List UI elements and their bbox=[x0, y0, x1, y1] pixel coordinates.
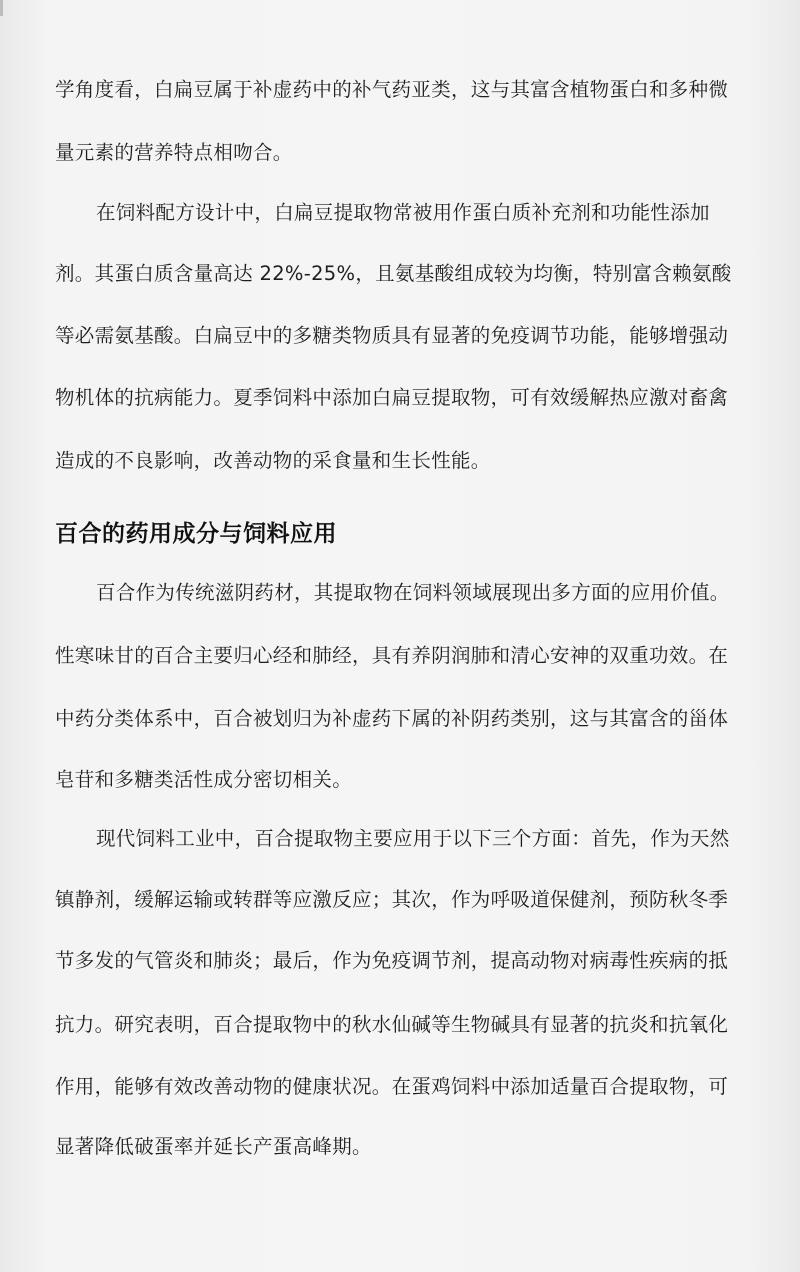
body-text-line: 等必需氨基酸。白扁豆中的多糖类物质具有显著的免疫调节功能，能够增强动 bbox=[55, 324, 729, 347]
body-text-line: 物机体的抗病能力。夏季饲料中添加白扁豆提取物，可有效缓解热应激对畜禽 bbox=[55, 386, 729, 409]
body-text-line: 镇静剂，缓解运输或转群等应激反应；其次，作为呼吸道保健剂，预防秋冬季 bbox=[55, 888, 729, 911]
body-text-line: 节多发的气管炎和肺炎；最后，作为免疫调节剂，提高动物对病毒性疾病的抵 bbox=[55, 949, 729, 972]
page-corner-mark bbox=[0, 0, 3, 16]
body-text-line: 百合作为传统滋阴药材，其提取物在饲料领域展现出多方面的应用价值。 bbox=[96, 581, 730, 604]
body-text-line: 学角度看，白扁豆属于补虚药中的补气药亚类，这与其富含植物蛋白和多种微 bbox=[55, 78, 729, 101]
body-text-line: 性寒味甘的百合主要归心经和肺经，具有养阴润肺和清心安神的双重功效。在 bbox=[55, 644, 729, 667]
body-text-line: 中药分类体系中，百合被划归为补虚药下属的补阴药类别，这与其富含的甾体 bbox=[55, 707, 729, 730]
body-text-line: 作用，能够有效改善动物的健康状况。在蛋鸡饲料中添加适量百合提取物，可 bbox=[55, 1075, 729, 1098]
body-text-line: 现代饲料工业中，百合提取物主要应用于以下三个方面：首先，作为天然 bbox=[96, 827, 730, 850]
body-text-line: 显著降低破蛋率并延长产蛋高峰期。 bbox=[55, 1135, 372, 1158]
body-text-line: 剂。其蛋白质含量高达 22%-25%，且氨基酸组成较为均衡，特别富含赖氨酸 bbox=[55, 262, 732, 285]
body-text-line: 抗力。研究表明，百合提取物中的秋水仙碱等生物碱具有显著的抗炎和抗氧化 bbox=[55, 1013, 729, 1036]
body-text-line: 皂苷和多糖类活性成分密切相关。 bbox=[55, 768, 353, 791]
section-heading: 百合的药用成分与饲料应用 bbox=[55, 521, 337, 547]
body-text-line: 在饲料配方设计中，白扁豆提取物常被用作蛋白质补充剂和功能性添加 bbox=[96, 201, 710, 224]
body-text-line: 造成的不良影响，改善动物的采食量和生长性能。 bbox=[55, 449, 491, 472]
body-text-line: 量元素的营养特点相吻合。 bbox=[55, 141, 293, 164]
